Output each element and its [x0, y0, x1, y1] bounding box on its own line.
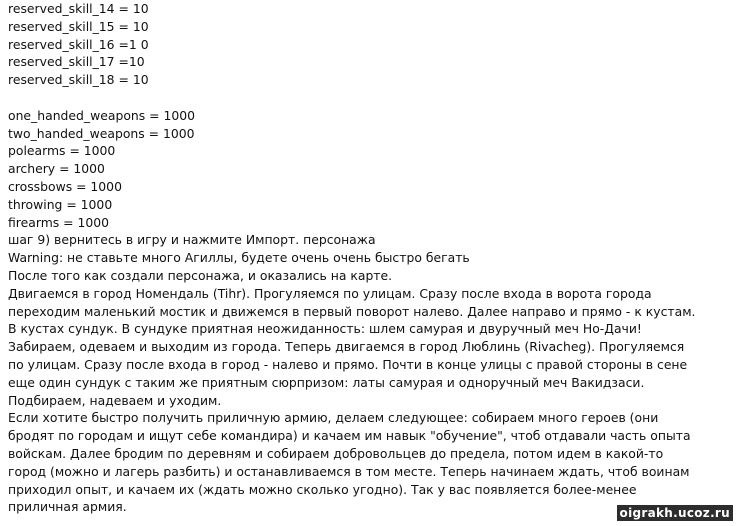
weapon-skill-line: archery = 1000	[8, 161, 105, 177]
weapon-skill-line: firearms = 1000	[8, 214, 110, 230]
paragraph-line: Подбираем, надеваем и уходим.	[8, 392, 222, 408]
step-instruction: шаг 9) вернитесь в игру и нажмите Импорт. персонажа	[8, 232, 376, 248]
reserved-skill-line: reserved_skill_15 = 10	[8, 18, 149, 34]
reserved-skill-line: reserved_skill_14 = 10	[8, 1, 149, 16]
paragraph-line: по улицам. Сразу после входа в город - налево и прямо. Почти в конце улицы с правой стороны в сене	[8, 356, 688, 372]
paragraph-line: переходим маленький мостик и движемся в первый поворот налево. Далее направо и прямо - к кустам.	[8, 303, 696, 319]
paragraph-line: приличная армия.	[8, 499, 127, 515]
reserved-skill-line: reserved_skill_16 =1 0	[8, 36, 149, 52]
warning-line: Warning: не ставьте много Агиллы, будете очень очень быстро бегать	[8, 250, 470, 266]
paragraph-line: Забираем, одеваем и выходим из города. Теперь двигаемся в город Люблинь (Rivacheg). Прогуляемся	[8, 339, 685, 355]
weapon-skill-line: one_handed_weapons = 1000	[8, 107, 195, 123]
weapon-skill-line: throwing = 1000	[8, 196, 113, 212]
paragraph-line: еще один сундук с таким же приятным сюрпризом: латы самурая и одноручный меч Вакидзаси.	[8, 374, 645, 390]
site-watermark: oigrakh.ucoz.ru	[617, 505, 733, 521]
paragraph-line: приходил опыт, и качаем их (ждать можно сколько угодно). Так у вас появляется более-менее	[8, 481, 637, 497]
reserved-skill-line: reserved_skill_17 =10	[8, 54, 145, 70]
weapon-skill-line: polearms = 1000	[8, 143, 116, 159]
paragraph-line: Двигаемся в город Номендаль (Tihr). Прогуляемся по улицам. Сразу после входа в ворота города	[8, 285, 652, 301]
reserved-skill-line: reserved_skill_18 = 10	[8, 72, 149, 88]
paragraph-line: После того как создали персонажа, и оказались на карте.	[8, 267, 393, 283]
paragraph-line: город (можно и лагерь разбить) и останавливаемся в том месте. Теперь начинаем ждать, чтоб воинам	[8, 463, 690, 479]
paragraph-line: Если хотите быстро получить приличную армию, делаем следующее: собираем много героев (они	[8, 410, 659, 426]
weapon-skill-line: crossbows = 1000	[8, 178, 122, 194]
document-body	[8, 0, 736, 516]
blank-line	[8, 89, 736, 107]
weapon-skill-line: two_handed_weapons = 1000	[8, 125, 195, 141]
paragraph-line: бродят по городам и ищут себе командира) и качаем им навык "обучение", чтоб отдавали часть опыта	[8, 428, 691, 444]
paragraph-line: В кустах сундук. В сундуке приятная неожиданность: шлем самурая и двуручный меч Но-Дачи!	[8, 321, 642, 337]
paragraph-line: войскам. Далее бродим по деревням и собираем добровольцев до предела, потом идем в какой-то	[8, 445, 664, 461]
